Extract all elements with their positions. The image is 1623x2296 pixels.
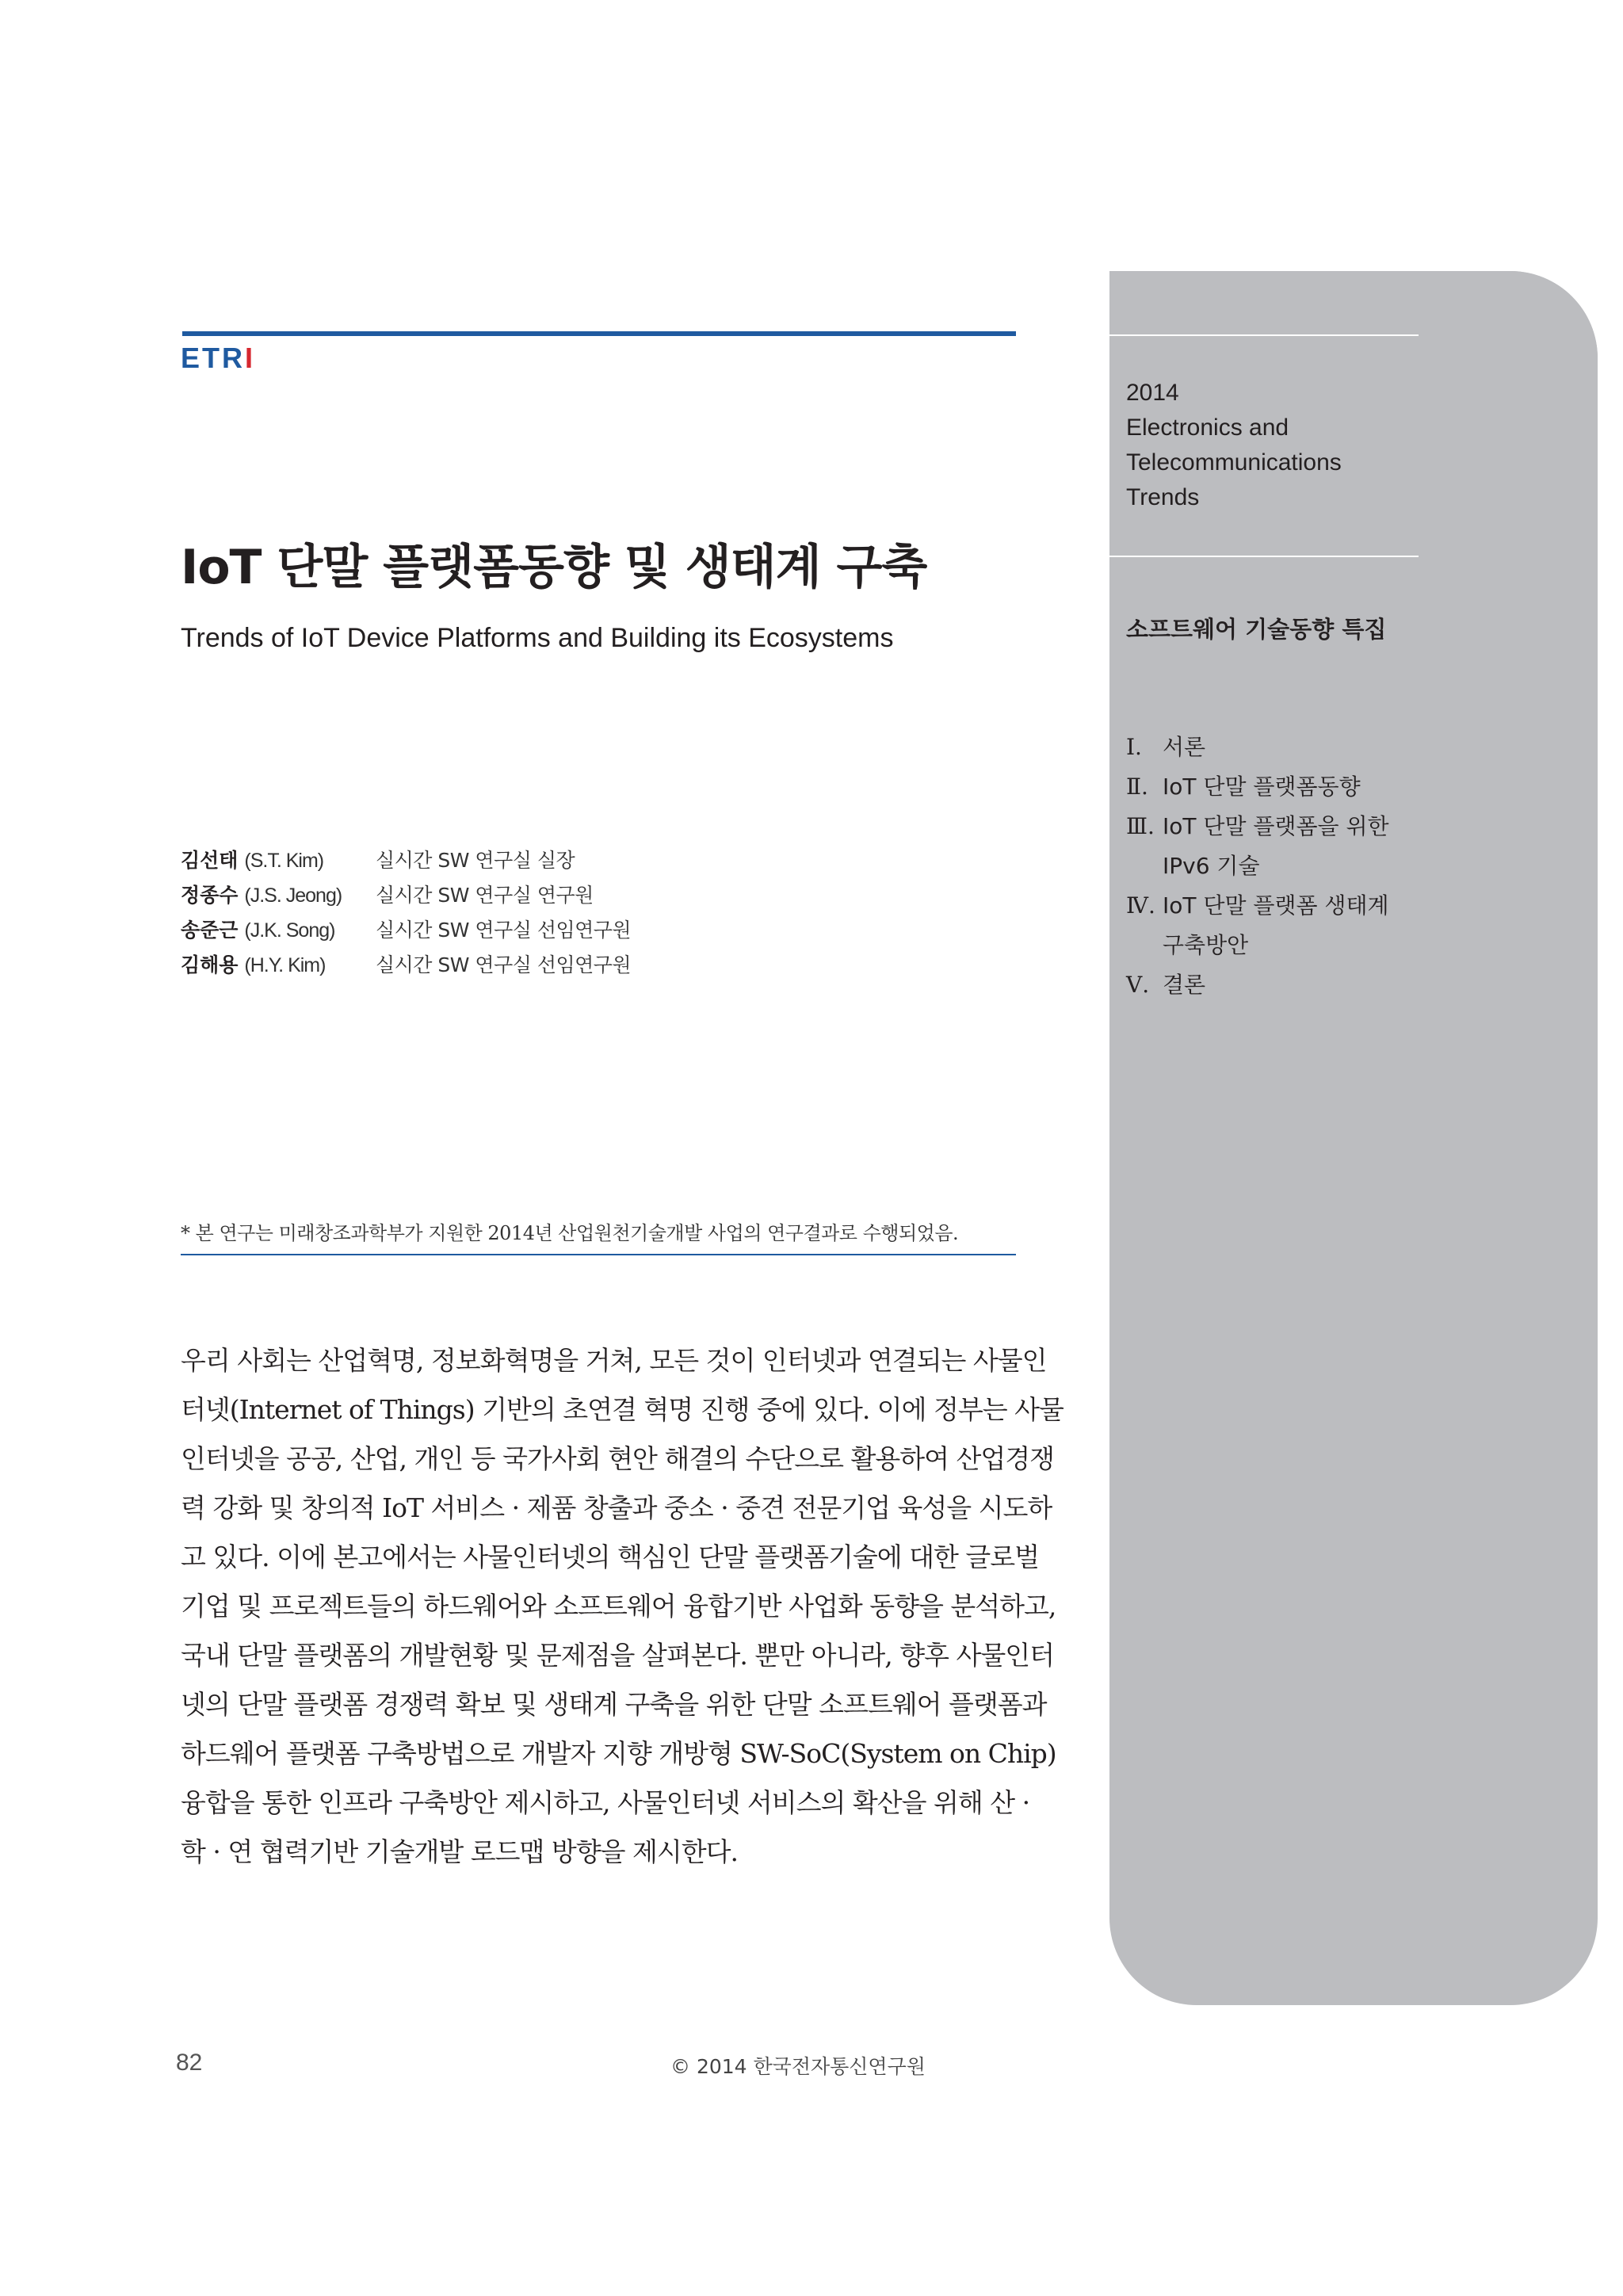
toc-item-continued: [1126, 926, 1389, 965]
toc-label: 결론: [1163, 972, 1206, 998]
toc-label: 서론: [1163, 734, 1206, 760]
toc-label: IoT 단말 플랫폼동향: [1163, 774, 1361, 800]
toc-number: Ⅲ.: [1126, 813, 1155, 839]
toc-item[interactable]: [1126, 886, 1389, 926]
author-affiliation: 실시간 SW 연구실 선임연구원: [376, 953, 632, 976]
article-title: IoT 단말 플랫폼동향 및 생태계 구축: [181, 540, 927, 595]
author-name: 김해용: [181, 953, 239, 976]
funding-footnote: * 본 연구는 미래창조과학부가 지원한 2014년 산업원천기술개발 사업의 연구결과로 수행되었음.: [181, 1222, 959, 1244]
author-affiliation: 실시간 SW 연구실 실장: [376, 849, 575, 872]
toc-number: Ⅱ.: [1126, 774, 1148, 800]
toc-number: Ⅰ.: [1126, 734, 1142, 760]
toc-label: IoT 단말 플랫폼을 위한: [1163, 813, 1389, 839]
toc-item[interactable]: [1126, 728, 1389, 767]
toc-number: Ⅴ.: [1126, 972, 1150, 998]
toc-label: IPv6 기술: [1163, 853, 1260, 879]
sidebar-panel: [1109, 271, 1598, 2005]
abstract-line: 학 · 연 협력기반 기술개발 로드맵 방향을 제시한다.: [181, 1836, 738, 1867]
sidebar-mid-rule: [1109, 556, 1419, 557]
header-rule: [182, 331, 1016, 336]
toc-item[interactable]: [1126, 767, 1389, 807]
author-name: 김선태: [181, 849, 239, 872]
abstract-line: 우리 사회는 산업혁명, 정보화혁명을 거쳐, 모든 것이 인터넷과 연결되는 사물인: [181, 1345, 1047, 1376]
author-row: [181, 911, 973, 946]
author-name: 송준근: [181, 919, 239, 942]
toc-label: IoT 단말 플랫폼 생태계: [1163, 892, 1389, 919]
toc-number: Ⅳ.: [1126, 892, 1155, 919]
author-name: 정종수: [181, 884, 239, 907]
toc-item[interactable]: [1126, 807, 1389, 846]
abstract-line: 력 강화 및 창의적 IoT 서비스 · 제품 창출과 중소 · 중견 전문기업 육성을 시도하: [181, 1492, 1052, 1523]
journal-name: [1126, 376, 1342, 515]
author-roman-name: (J.S. Jeong): [244, 884, 342, 907]
author-roman-name: (S.T. Kim): [244, 850, 324, 872]
etri-logo: ETRI: [181, 342, 256, 374]
abstract-line: 고 있다. 이에 본고에서는 사물인터넷의 핵심인 단말 플랫폼기술에 대한 글로벌: [181, 1541, 1039, 1572]
abstract: [181, 1336, 1064, 1877]
author-affiliation: 실시간 SW 연구실 연구원: [376, 884, 594, 907]
author-row: [181, 842, 973, 877]
journal-line: Trends: [1126, 484, 1200, 510]
abstract-line: 하드웨어 플랫폼 구축방법으로 개발자 지향 개방형 SW-SoC(System on Chip): [181, 1738, 1056, 1769]
abstract-line: 인터넷을 공공, 산업, 개인 등 국가사회 현안 해결의 수단으로 활용하여 산업경쟁: [181, 1443, 1054, 1474]
abstract-line: 터넷(Internet of Things) 기반의 초연결 혁명 진행 중에 있다. 이에 정부는 사물: [181, 1394, 1064, 1425]
toc-label: 구축방안: [1163, 932, 1249, 958]
author-roman-name: (J.K. Song): [244, 919, 335, 942]
footnote-rule: [181, 1254, 1016, 1255]
page-number: 82: [176, 2050, 203, 2076]
toc-item-continued: [1126, 846, 1389, 886]
toc-item[interactable]: [1126, 965, 1389, 1005]
copyright-notice: © 2014 한국전자통신연구원: [670, 2055, 926, 2078]
author-row: [181, 877, 973, 911]
author-roman-name: (H.Y. Kim): [244, 954, 326, 976]
abstract-line: 넷의 단말 플랫폼 경쟁력 확보 및 생태계 구축을 위한 단말 소프트웨어 플랫폼과: [181, 1689, 1047, 1720]
table-of-contents: [1126, 728, 1389, 1005]
abstract-line: 기업 및 프로젝트들의 하드웨어와 소프트웨어 융합기반 사업화 동향을 분석하고,: [181, 1591, 1056, 1622]
author-list: [181, 842, 973, 981]
abstract-line: 국내 단말 플랫폼의 개발현황 및 문제점을 살펴본다. 뿐만 아니라, 향후 사물인터: [181, 1640, 1054, 1671]
journal-year: 2014: [1126, 380, 1179, 406]
author-affiliation: 실시간 SW 연구실 선임연구원: [376, 919, 632, 942]
article-subtitle: Trends of IoT Device Platforms and Building its Ecosystems: [181, 623, 894, 653]
journal-line: Electronics and: [1126, 415, 1289, 441]
abstract-line: 융합을 통한 인프라 구축방안 제시하고, 사물인터넷 서비스의 확산을 위해 산 ·: [181, 1787, 1030, 1818]
journal-line: Telecommunications: [1126, 449, 1342, 476]
special-issue-label: 소프트웨어 기술동향 특집: [1126, 616, 1387, 643]
author-row: [181, 946, 973, 981]
sidebar-top-rule: [1109, 334, 1419, 336]
